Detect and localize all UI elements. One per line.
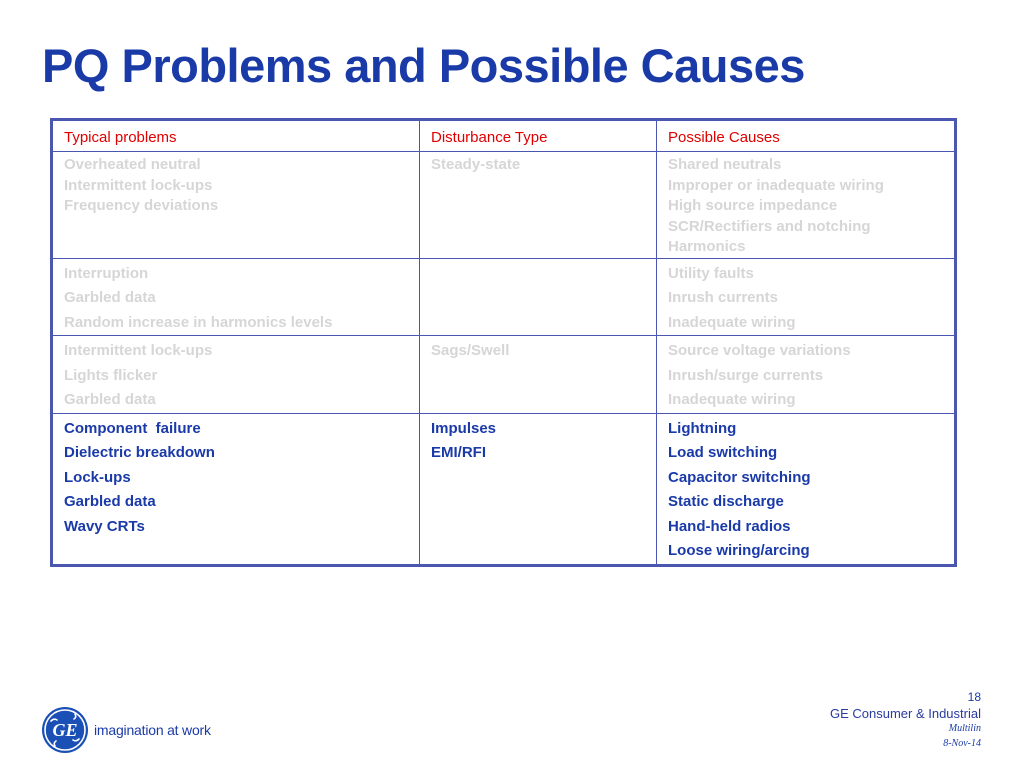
table-row [52, 152, 956, 259]
problem-item: Random increase in harmonics levels [64, 313, 333, 331]
problem-item: Intermittent lock-ups [64, 342, 213, 359]
logo-monogram: GE [52, 720, 78, 740]
cause-item: Source voltage variations [668, 342, 851, 359]
problem-item: Garbled data [64, 391, 156, 408]
cause-item: Load switching [668, 444, 778, 461]
disturbance-cell [420, 413, 657, 565]
cause-item: Loose wiring/arcing [668, 542, 810, 559]
tagline: imagination at work [94, 722, 211, 738]
cause-item: Inrush currents [668, 289, 779, 306]
problem-item: Component failure [64, 419, 201, 437]
cause-item: Improper or inadequate wiring [668, 176, 884, 194]
causes-cell [657, 413, 956, 565]
cause-item: Harmonics [668, 238, 746, 255]
division-name: Multilin [948, 723, 981, 734]
cause-item: Inadequate wiring [668, 313, 796, 331]
cause-item: Hand-held radios [668, 517, 791, 535]
disturbance-cell [420, 336, 657, 414]
problem-item: Dielectric breakdown [64, 444, 215, 461]
page-number: 18 [967, 690, 981, 704]
header-possible-causes: Possible Causes [657, 120, 956, 152]
slide-date: 8-Nov-14 [943, 738, 981, 749]
table-row [52, 258, 956, 336]
causes-cell [657, 336, 956, 414]
cause-item: Inadequate wiring [668, 391, 796, 408]
disturbance-cell [420, 258, 657, 336]
company-name: GE Consumer & Industrial [829, 706, 981, 721]
table-header-row [52, 120, 956, 152]
cause-item: Utility faults [668, 264, 754, 282]
pq-problems-table [50, 118, 957, 567]
cause-item: Static discharge [668, 493, 784, 510]
problem-item: Wavy CRTs [64, 517, 145, 535]
problem-item: Frequency deviations [64, 197, 219, 214]
disturbance-item: Impulses [431, 419, 497, 437]
disturbance-item: EMI/RFI [431, 444, 486, 461]
cause-item: Shared neutrals [668, 156, 782, 173]
problems-cell [52, 413, 420, 565]
table-row [52, 336, 956, 414]
causes-cell [657, 152, 956, 259]
problem-item: Lights flicker [64, 366, 158, 384]
header-disturbance-type: Disturbance Type [420, 120, 657, 152]
problem-item: Garbled data [64, 289, 156, 306]
footer-info [830, 690, 981, 752]
causes-cell [657, 258, 956, 336]
cause-item: Inrush/surge currents [668, 366, 824, 384]
slide-title: PQ Problems and Possible Causes [42, 39, 805, 92]
header-typical-problems: Typical problems [52, 120, 420, 152]
table-row [52, 413, 956, 565]
problem-item: Overheated neutral [64, 156, 201, 173]
problems-cell [52, 258, 420, 336]
problem-item: Garbled data [64, 493, 156, 510]
cause-item: Capacitor switching [668, 468, 811, 486]
disturbance-cell [420, 152, 657, 259]
disturbance-item: Steady-state [431, 156, 521, 173]
problem-item: Interruption [64, 264, 149, 282]
problems-cell [52, 336, 420, 414]
problem-item: Intermittent lock-ups [64, 176, 213, 194]
cause-item: SCR/Rectifiers and notching [668, 217, 871, 235]
ge-logo-icon [41, 706, 89, 754]
cause-item: Lightning [668, 419, 737, 437]
problem-item: Lock-ups [64, 468, 131, 486]
disturbance-item: Sags/Swell [431, 342, 510, 359]
problems-cell [52, 152, 420, 259]
cause-item: High source impedance [668, 197, 838, 214]
